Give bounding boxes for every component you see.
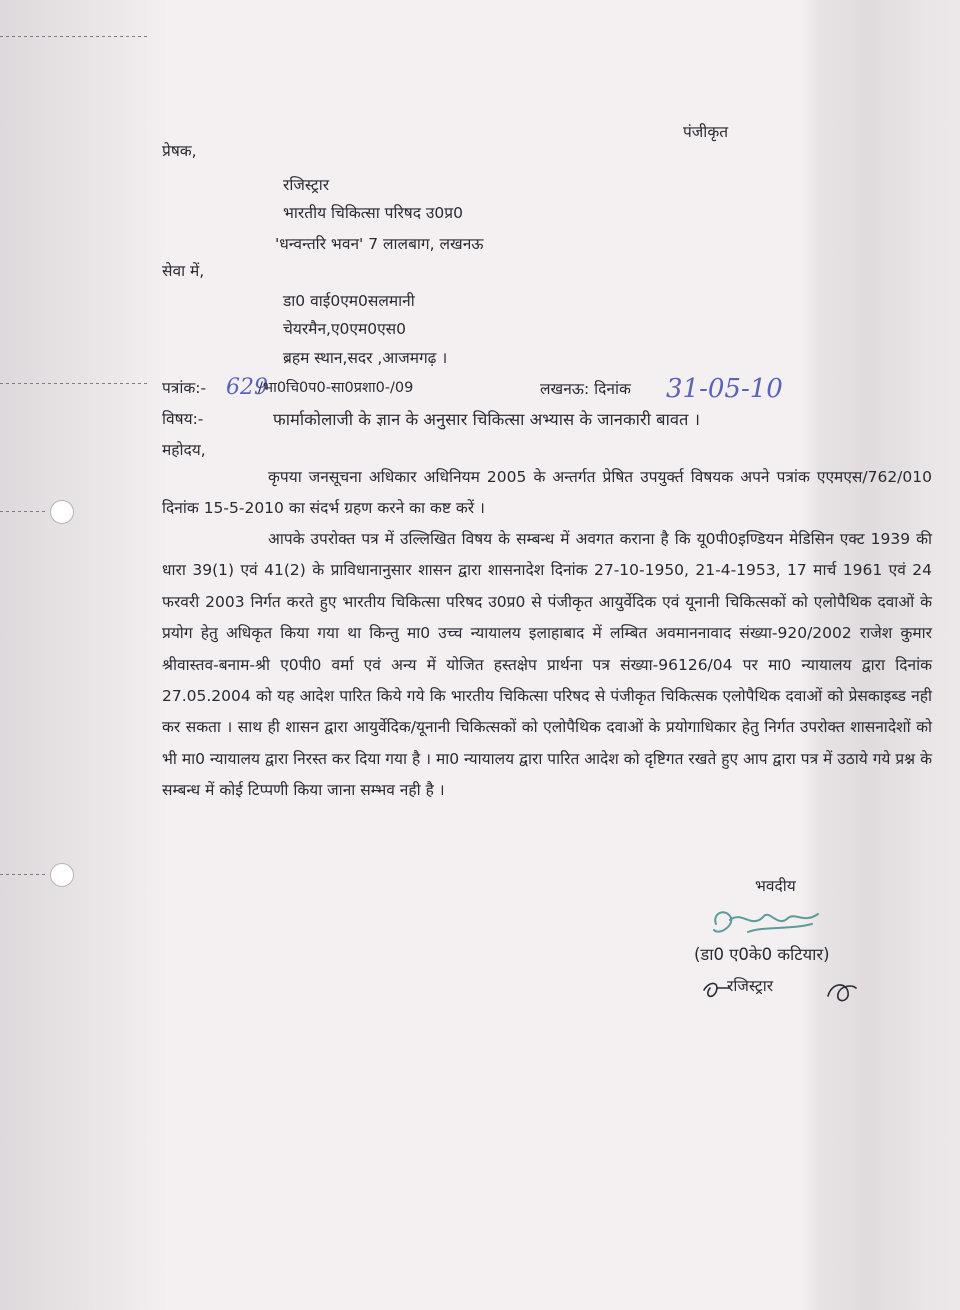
recipient-address: ब्रहम स्थान,सदर ,आजमगढ़ ।	[283, 349, 448, 367]
initials-mark	[700, 972, 860, 1012]
registered-mark: पंजीकृत	[683, 123, 729, 141]
subject-text: फार्माकोलाजी के ज्ञान के अनुसार चिकित्सा अभ्यास के जानकारी बावत ।	[273, 410, 700, 429]
handwritten-letter-number: 629	[226, 375, 268, 400]
subject-label: विषय:-	[162, 410, 204, 428]
paragraph-body	[162, 524, 932, 807]
punch-hole-lower	[50, 863, 74, 887]
signature	[708, 902, 828, 948]
recipient-designation: चेयरमैन,ए0एम0एस0	[283, 320, 407, 338]
paragraph-body-text: आपके उपरोक्त पत्र में उल्लिखित विषय के सम्बन्ध में अवगत कराना है कि यू0पी0इण्डियन मेडिसिन एक्ट 1939 की धारा 39(1) एवं 41(2) के प्राविधानानुसार शासन द्वारा शासनादेश दिनांक 27-10-1950, 21-4-1953, 17 मार्च 1961 एवं 24 फरवरी 2003 निर्गत करते हुए भारतीय चिकित्सा परिषद उ0प्र0 से पंजीकृत आयुर्वेदिक एवं यूनानी चिकित्सकों को एलोपैथिक दवाओं के प्रयोग हेतु अधिकृत किया गया था किन्तु मा0 उच्च न्यायालय इलाहाबाद में लम्बित अवमाननावाद संख्या-920/2002 राजेश कुमार श्रीवास्तव-बनाम-श्री ए0पी0 वर्मा एवं अन्य में योजित हस्तक्षेप प्रार्थना पत्र संख्या-96126/04 पर मा0 न्यायालय द्वारा दिनांक 27.05.2004 को यह आदेश पारित किये गये कि भारतीय चिकित्सा परिषद से पंजीकृत चिकित्सक एलोपैथिक दवाओं को प्रेसकाइब्ड नही कर सकता । साथ ही शासन द्वारा आयुर्वेदिक/यूनानी चिकित्सकों को एलोपैथिक दवाओं के प्रयोगाधिकार हेतु निर्गत उपरोक्त शासनादेशों को भी मा0 न्यायालय द्वारा निरस्त कर दिया गया है । मा0 न्यायालय द्वारा पारित आदेश को दृष्टिगत रखते हुए आप द्वारा पत्र में उठाये गये प्रश्न के सम्बन्ध में कोई टिप्पणी किया जाना सम्भव नही है ।	[162, 530, 932, 800]
closing-designation: रजिस्ट्रार	[727, 977, 774, 995]
punch-hole-upper	[50, 500, 74, 524]
paragraph-reference	[162, 462, 932, 525]
sender-address: 'धन्वन्तरि भवन' 7 लालबाग, लखनऊ	[275, 235, 484, 253]
margin-mark-lower	[0, 874, 48, 875]
letter-number-label: पत्रांक:-	[162, 379, 207, 397]
recipient-label: सेवा में,	[162, 262, 205, 280]
closing-name: (डा0 ए0के0 कटियार)	[694, 945, 830, 964]
recipient-name: डा0 वाई0एम0सलमानी	[283, 292, 415, 310]
margin-mark-top	[0, 36, 150, 37]
margin-mark-upper	[0, 383, 150, 384]
sender-organization: भारतीय चिकित्सा परिषद उ0प्र0	[283, 204, 463, 222]
paragraph-reference-text: कृपया जनसूचना अधिकार अधिनियम 2005 के अन्तर्गत प्रेषित उपयुर्क्त विषयक अपने पत्रांक एएमएस/762/010 दिनांक 15-5-2010 का संदर्भ ग्रहण करने का कष्ट करें ।	[162, 468, 932, 518]
letter-code: /भा0चि0प0-सा0प्रशा0-/09	[258, 380, 414, 396]
salutation: महोदय,	[162, 441, 206, 459]
sender-title: रजिस्ट्रार	[283, 176, 330, 194]
closing-yours: भवदीय	[755, 877, 796, 895]
handwritten-date: 31-05-10	[666, 374, 783, 404]
margin-mark-middle	[0, 511, 48, 512]
place-date-label: लखनऊ: दिनांक	[540, 380, 631, 398]
sender-label: प्रेषक,	[162, 142, 197, 160]
